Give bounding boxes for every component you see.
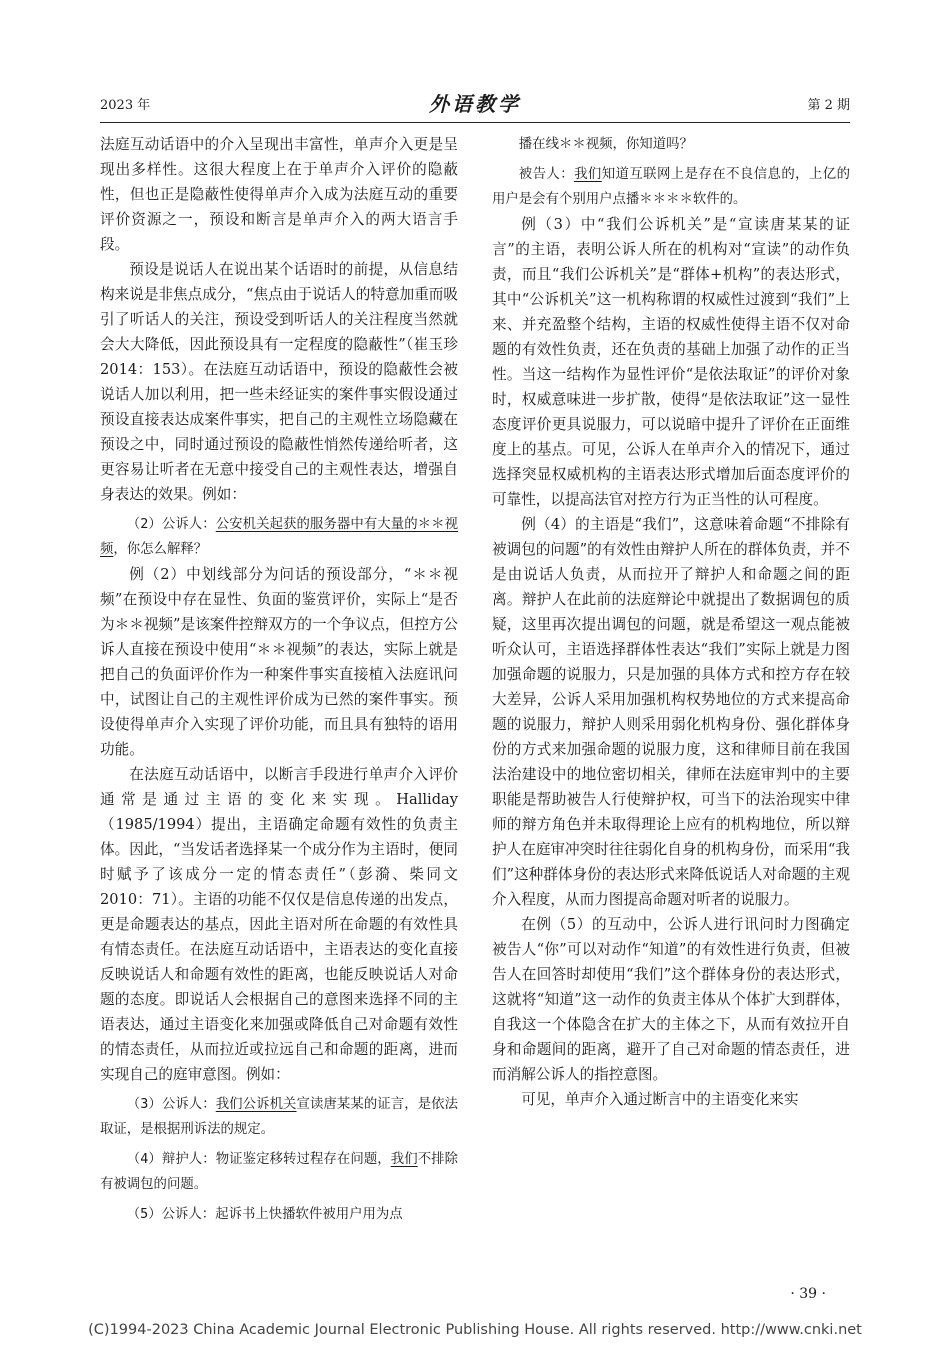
- example-text: 知道互联网上是存在不良信息的，上亿的用户是会有个别用户点播＊＊＊＊软件的。: [492, 167, 851, 207]
- example-text: 播在线＊＊视频，你知道吗？: [518, 137, 693, 152]
- header-issue: 第 2 期: [807, 98, 850, 113]
- underlined-text: 我们: [390, 1152, 418, 1167]
- example-label: （2）公诉人：: [126, 517, 216, 532]
- page-number: · 39 ·: [790, 1286, 826, 1302]
- example-text: 宣读唐某某的证言，是依法取证，是根据刑诉法的规定。: [100, 1097, 459, 1137]
- header-year: 2023 年: [100, 98, 151, 113]
- underlined-text: 我们公诉机关: [215, 1097, 297, 1112]
- paragraph: 例（3）中“我们公诉机关”是“宣读唐某某的证言”的主语，表明公诉人所在的机构对“宣读”的动作负责，而且“我们公诉机关”是“群体+机构”的表达形式，其中“公诉机关”这一机构称谓的权威性过渡到“我们”上来、并充盈整个结构，主语的权威性使得主语不仅对命题的有效性负责，还在负责的基础上加强了动作的正当性。当这一结构作为显性评价“是依法取证”的评价对象时，权威意味进一步扩散，使得“是依法取证”这一显性态度评价更具说服力，可以说暗中提升了评价在正面维度上的基点。可见，公诉人在单声介入的情况下，通过选择突显权威机构的主语表达形式增加后面态度评价的可靠性，以提高法官对控方行为正当性的认可程度。: [492, 216, 850, 508]
- paragraph: 例（2）中划线部分为问话的预设部分，“＊＊视频”在预设中存在显性、负面的鉴赏评价，实际上“是否为＊＊视频”是该案件控辩双方的一个争议点，但控方公诉人直接在预设中使用“＊＊视频”的表达，实际上就是把自己的负面评价作为一种案件事实直接植入法庭讯问中，试图让自己的主观性评价成为已然的案件事实。预设使得单声介入实现了评价功能，而且具有独特的语用功能。: [100, 566, 458, 758]
- example-text: （5）公诉人：起诉书上快播软件被用户用为点: [126, 1207, 403, 1222]
- paragraph: 例（4）的主语是“我们”，这意味着命题“不排除有被调包的问题”的有效性由辩护人所在的群体负责，并不是由说话人负责，从而拉开了辩护人和命题之间的距离。辩护人在此前的法庭辩论中就提出了数据调包的质疑，这里再次提出调包的问题，就是希望这一观点能被听众认可，主语选择群体性表达“我们”实际上就是力图加强命题的说服力，只是加强的具体方式和控方存在较大差异，公诉人采用加强机构权势地位的方式来提高命题的说服力，辩护人则采用弱化机构身份、强化群体身份的方式来加强命题的说服力度，这和律师目前在我国法治建设中的地位密切相关，律师在法庭审判中的主要职能是帮助被告人行使辩护权，可当下的法治现实中律师的辩方角色并未取得理论上应有的机构地位，所以辩护人在庭审冲突时往往弱化自身的机构身份，而采用“我们”这种群体身份的表达形式来降低说话人对命题的主观介入程度，从而力图提高命题对听者的说服力。: [492, 516, 850, 908]
- paragraph: 可见，单声介入通过断言中的主语变化来实: [521, 1091, 799, 1108]
- page-header: [100, 88, 850, 118]
- left-column: [100, 132, 458, 1227]
- example-label: （3）公诉人：: [126, 1097, 216, 1112]
- example-text: （4）辩护人：物证鉴定移转过程存在问题，: [126, 1152, 391, 1167]
- underlined-text: 公安机关起获的服务器中有大量的＊＊视频: [100, 517, 458, 557]
- right-column: [492, 132, 850, 1112]
- paragraph: 在法庭互动话语中，以断言手段进行单声介入评价通常是通过主语的变化来实现。Halliday（1985/1994）提出，主语确定命题有效性的负责主体。因此，“当发话者选择某一个成分作为主语时，便同时赋予了该成分一定的情态责任”（彭漪、柴同文 2010：71）。主语的功能不仅仅是信息传递的出发点，更是命题表达的基点，因此主语对所在命题的有效性具有情态责任。在法庭互动话语中，主语表达的变化直接反映说话人和命题有效性的距离，也能反映说话人对命题的态度。即说话人会根据自己的意图来选择不同的主语表达，通过主语变化来加强或降低自己对命题有效性的情态责任，从而拉近或拉远自己和命题的距离，进而实现自己的庭审意图。例如：: [100, 766, 458, 1083]
- example-4: [100, 1147, 458, 1197]
- example-label: 被告人：: [518, 167, 575, 182]
- example-text: ，你怎么解释？: [113, 542, 208, 557]
- example-2: [100, 512, 458, 562]
- paragraph: 在例（5）的互动中，公诉人进行讯问时力图确定被告人“你”可以对动作“知道”的有效性进行负责，但被告人在回答时却使用“我们”这个群体身份的表达形式，这就将“知道”这一动作的负责主体从个体扩大到群体，自我这一个体隐含在扩大的主体之下，从而有效拉开自身和命题间的距离，避开了自己对命题的情态责任，进而消解公诉人的指控意图。: [492, 916, 850, 1083]
- copyright-footer: (C)1994-2023 China Academic Journal Electronic Publishing House. All rights reserved. http://www.cnki.net: [88, 1322, 862, 1338]
- example-3: [100, 1092, 458, 1142]
- example-5-answer: [492, 162, 850, 212]
- example-5-continued: [492, 132, 850, 157]
- header-divider: [100, 122, 850, 123]
- example-text: 不排除有被调包的问题。: [100, 1152, 459, 1192]
- journal-title: 外语教学: [429, 92, 521, 116]
- underlined-text: 我们: [574, 167, 602, 182]
- example-5: [100, 1202, 458, 1227]
- paragraph: 预设是说话人在说出某个话语时的前提，从信息结构来说是非焦点成分，“焦点由于说话人的特意加重而吸引了听话人的关注，预设受到听话人的关注程度当然就会大大降低，因此预设具有一定程度的隐蔽性”（崔玉珍 2014：153）。在法庭互动话语中，预设的隐蔽性会被说话人加以利用，把一些未经证实的案件事实假设通过预设直接表达成案件事实，把自己的主观性立场隐藏在预设之中，同时通过预设的隐蔽性悄然传递给听者，这更容易让听者在无意中接受自己的主观性表达，增强自身表达的效果。例如：: [100, 261, 458, 503]
- paragraph: 法庭互动话语中的介入呈现出丰富性，单声介入更是呈现出多样性。这很大程度上在于单声介入评价的隐蔽性，但也正是隐蔽性使得单声介入成为法庭互动的重要评价资源之一，预设和断言是单声介入的两大语言手段。: [100, 136, 458, 253]
